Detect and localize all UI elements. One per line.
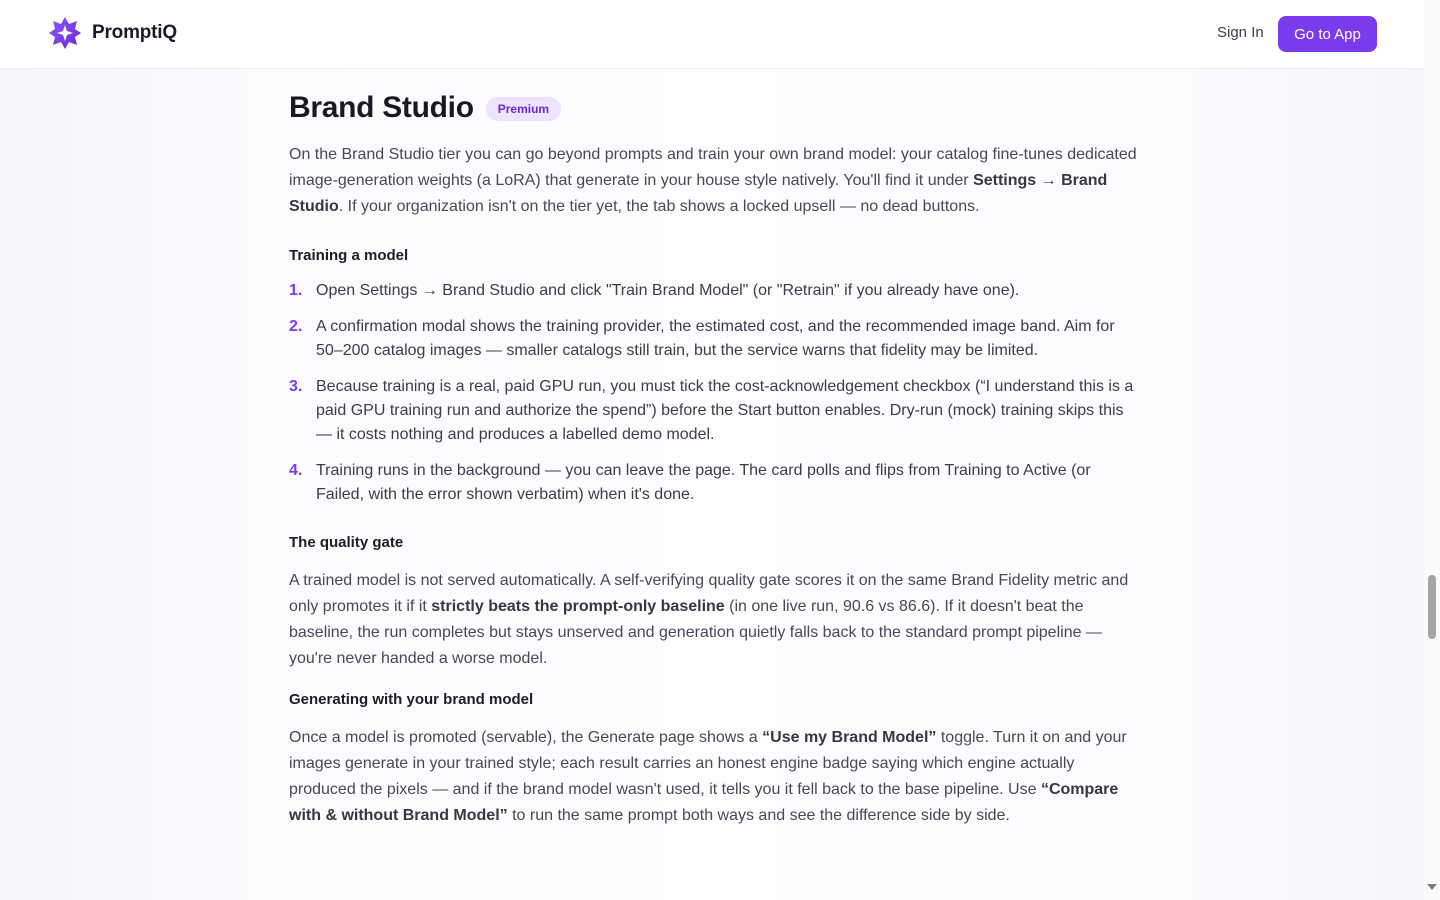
scrollbar-thumb[interactable] <box>1428 575 1436 639</box>
list-item <box>289 279 1139 303</box>
generating-heading: Generating with your brand model <box>289 691 534 708</box>
list-item <box>289 459 1139 507</box>
intro-text-1: On the Brand Studio tier you can go beyond prompts and train your own brand model: your catalog fine-tunes dedicated image-generation weights (a LoRA) that generate in your house style natively. You'll find it under <box>289 146 1137 189</box>
compare-label: “Compare with & without Brand Model” <box>289 781 1119 824</box>
quality-text-1: A trained model is not served automatically. A self-verifying quality gate scores it on the same Brand Fidelity metric and only promotes it if it <box>289 572 1129 615</box>
quality-gate-paragraph <box>289 568 1139 672</box>
brand-logo[interactable] <box>48 16 177 50</box>
step-text: Open Settings → Brand Studio and click "Train Brand Model" (or "Retrain" if you already have one). <box>316 282 1020 299</box>
go-to-app-button[interactable]: Go to App <box>1278 16 1377 52</box>
step-number: 4. <box>289 462 303 479</box>
generating-paragraph <box>289 725 1139 829</box>
page-scrollbar[interactable] <box>1424 0 1440 900</box>
list-item <box>289 375 1139 447</box>
section-header <box>289 88 1139 128</box>
training-heading: Training a model <box>289 247 409 264</box>
list-item <box>289 315 1139 363</box>
step-text: Because training is a real, paid GPU run, you must tick the cost-acknowledgement checkbox (“I understand this is a paid GPU training run and authorize the spend”) before the Start button enables. Dry-run (mock) training skips this — it costs nothing and produces a labelled demo model. <box>316 378 1134 443</box>
intro-paragraph <box>289 142 1139 220</box>
arrow-separator: → <box>1036 172 1062 189</box>
brand-studio-label: Brand Studio <box>289 172 1108 215</box>
step-number: 2. <box>289 318 303 335</box>
training-steps-list <box>289 279 1139 507</box>
top-navbar <box>0 0 1424 69</box>
quality-text-2: (in one live run, 90.6 vs 86.6). If it doesn't beat the baseline, the run completes but stays unserved and generation quietly falls back to the standard prompt pipeline — you're never handed a worse model. <box>289 598 1102 667</box>
quality-gate-heading: The quality gate <box>289 534 404 551</box>
generating-text-1: Once a model is promoted (servable), the Generate page shows a <box>289 729 763 746</box>
step-text: A confirmation modal shows the training provider, the estimated cost, and the recommended image band. Aim for 50–200 catalog images — smaller catalogs still train, but the service warns that fidelity may be limited. <box>316 318 1115 359</box>
intro-text-2: . If your organization isn't on the tier yet, the tab shows a locked upsell — no dead buttons. <box>338 198 980 215</box>
sign-in-link[interactable]: Sign In <box>1217 24 1264 41</box>
brand-name: PromptiQ <box>92 22 177 43</box>
premium-badge: Premium <box>486 97 561 121</box>
section-title: Brand Studio <box>289 91 474 124</box>
step-number: 3. <box>289 378 303 395</box>
scroll-down-arrow-icon[interactable] <box>1427 884 1437 890</box>
step-number: 1. <box>289 282 303 299</box>
article-content <box>289 88 1139 829</box>
step-text: Training runs in the background — you can leave the page. The card polls and flips from Training to Active (or Failed, with the error shown verbatim) when it's done. <box>316 462 1091 503</box>
settings-label: Settings <box>973 172 1037 189</box>
sparkle-logo-icon <box>48 16 82 50</box>
generating-text-2: toggle. Turn it on and your images generate in your trained style; each result carries an honest engine badge saying which engine actually produced the pixels — and if the brand model wasn't used, it tells you it fell back to the base pipeline. Use <box>289 729 1127 798</box>
baseline-emphasis: strictly beats the prompt-only baseline <box>431 598 725 615</box>
generating-text-3: to run the same prompt both ways and see the difference side by side. <box>507 807 1010 824</box>
use-brand-model-label: “Use my Brand Model” <box>762 729 937 746</box>
